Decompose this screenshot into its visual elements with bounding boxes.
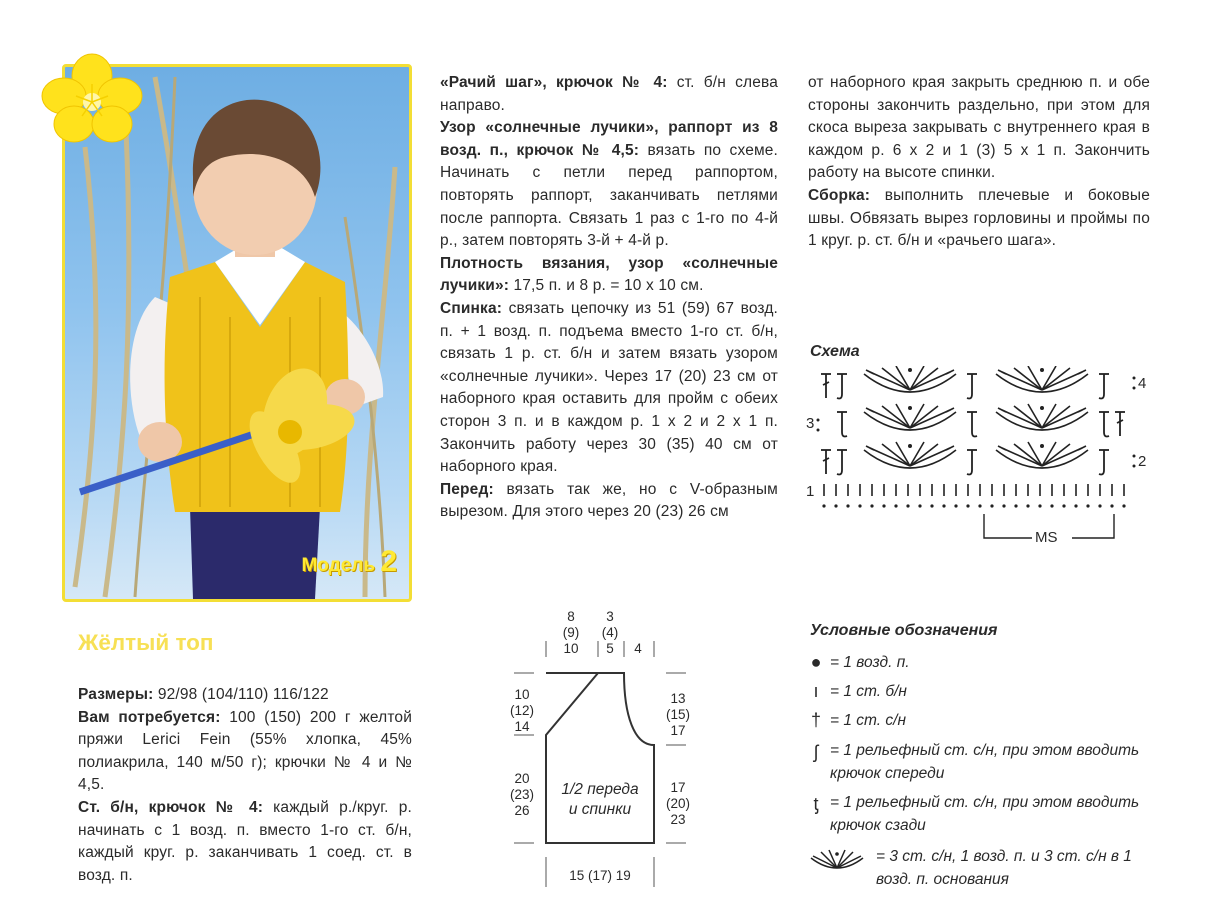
model-number: 2 [380, 545, 397, 578]
single-crochet-label: Ст. б/н, крючок № 4: [78, 798, 264, 816]
legend-text-chain: = 1 возд. п. [830, 654, 910, 671]
row-number-2: 2 [1138, 453, 1147, 470]
materials-paragraph [78, 707, 412, 797]
gauge-label: Плотность вязания, узор «солнечные лучики»: [440, 254, 778, 295]
materials-text: 100 (150) 200 г желтой пряжи Lerici Fein (55% хлопка, 45% полиакрила, 140 м/50 г); крючки № 4 и № 4,5. [78, 708, 412, 794]
top-dim-1-c: 10 [563, 641, 579, 656]
left-dim-1 [504, 687, 540, 735]
sun-rays-text: вязать по схеме. Начинать с петли перед раппортом, повторять раппорт, заканчивать петлями после раппорта. Связать 1 раз с 1-го по 4-й р., затем повторять 3-й + 4-й р. [440, 141, 778, 250]
back-text: связать цепочку из 51 (59) 67 возд. п. + 1 возд. п. подъема вместо 1-го ст. б/н, связать 1 р. ст. б/н и затем вязать узором «солнечные лучики». Через 17 (20) 23 см от наборного края оставить для пройм с обеих сторон 3 п. и в каждом р. 1 х 2 и 2 х 1 п. Закончить работу через 30 (35) 40 см от наборного края. [440, 299, 778, 476]
model-label [301, 545, 397, 579]
chart-row-3 [837, 404, 1125, 437]
bottom-dim: 15 (17) 19 [569, 868, 631, 883]
schema-title: Схема [810, 343, 860, 360]
single-crochet-text: каждый р./круг. р. начинать с 1 возд. п. вместо 1-го ст. б/н, каждый круг. р. заканчивать 1 соед. ст. в возд. п. [78, 798, 412, 884]
front-continued-text: от наборного края закрыть среднюю п. и обе стороны закончить раздельно, при этом для скоса выреза закрывать с внутреннего края в каждом р. 6 х 2 и 1 (3) 5 х 1 п. Закончить работу на высоте спинки. [808, 74, 1150, 182]
crab-stitch-paragraph [440, 72, 778, 117]
gauge-paragraph [440, 253, 778, 298]
gauge-text: 17,5 п. и 8 р. = 10 х 10 см. [509, 277, 704, 295]
right-dim-2-b: (20) [665, 796, 690, 811]
sun-rays-label: Узор «солнечные лучики», раппорт из 8 возд. п., крючок № 4,5: [440, 119, 778, 159]
right-dim-2-c: 23 [670, 812, 686, 827]
crochet-chart [804, 366, 1154, 546]
diagram-center-line-1: 1/2 переда [561, 781, 639, 798]
legend-text-back-post: = 1 рельефный ст. с/н, при этом вводить крючок сзади [830, 794, 1140, 834]
front-text: вязать так же, но с V-образным вырезом. Для этого через 20 (23) 26 см [440, 480, 778, 521]
back-paragraph [440, 298, 778, 479]
left-dim-2-c: 26 [514, 803, 530, 818]
chart-row-4 [821, 366, 1109, 399]
chain-dot-icon: ● [810, 652, 822, 672]
top-dim-2-b: (4) [601, 625, 619, 640]
front-paragraph [440, 479, 778, 524]
sun-rays-paragraph [440, 117, 778, 253]
model-photo [62, 64, 412, 602]
right-dim-1-a: 13 [670, 691, 686, 706]
sizes-paragraph [78, 684, 412, 707]
top-dim-1-b: (9) [562, 625, 580, 640]
right-dim-1-c: 17 [670, 723, 686, 738]
left-text-column [78, 684, 412, 887]
front-post-dc-icon: ʃ [814, 742, 818, 762]
top-dim-2-a: 3 [606, 609, 614, 624]
legend-text-double-crochet: = 1 ст. с/н [830, 712, 906, 729]
sizes-label: Размеры: [78, 686, 154, 703]
model-word: Модель [301, 555, 376, 576]
legend-text-single-crochet: = 1 ст. б/н [830, 683, 907, 700]
back-post-dc-icon: ƫ [813, 794, 819, 814]
pattern-shape-diagram [500, 605, 700, 895]
front-continued-paragraph [808, 72, 1150, 185]
left-dim-2 [504, 771, 540, 819]
left-dim-1-a: 10 [514, 687, 530, 702]
diagram-center-label [552, 780, 648, 820]
chart-row-1 [824, 484, 1124, 496]
top-dim-3: 4 [634, 641, 642, 656]
middle-text-column [440, 72, 778, 524]
front-label: Перед: [440, 480, 494, 498]
right-text-column [808, 72, 1150, 253]
chain-row [822, 504, 1125, 507]
assembly-text: выполнить плечевые и боковые швы. Обвязать вырез горловины и проймы по 1 круг. р. ст. б/н и «рачьего шага». [808, 186, 1150, 250]
top-dim-1-a: 8 [567, 609, 575, 624]
left-dim-2-b: (23) [509, 787, 534, 802]
left-dim-2-a: 20 [514, 771, 530, 786]
right-dim-2-a: 17 [670, 780, 686, 795]
row-number-1: 1 [806, 483, 815, 500]
sizes-text: 92/98 (104/110) 116/122 [153, 686, 329, 703]
crab-stitch-text: ст. б/н слева направо. [440, 74, 778, 114]
row-number-4: 4 [1138, 375, 1147, 392]
crochet-chart-symbols [804, 366, 1154, 546]
flower-icon [40, 52, 144, 144]
single-crochet-icon: ı [813, 681, 819, 701]
fan-icon [808, 846, 866, 872]
double-crochet-icon: † [810, 710, 821, 730]
top-dim-2 [596, 609, 624, 657]
repeat-label: MS [1035, 529, 1058, 546]
top-dim-2-c: 5 [606, 641, 614, 656]
top-dim-1 [557, 609, 585, 657]
child-photo-illustration [65, 67, 409, 599]
left-dim-1-b: (12) [509, 703, 534, 718]
right-dim-1-b: (15) [665, 707, 690, 722]
chart-row-2 [821, 442, 1109, 475]
crab-stitch-label: «Рачий шаг», крючок № 4: [440, 74, 668, 91]
left-dim-1-c: 14 [514, 719, 530, 734]
pattern-title: Жёлтый топ [78, 630, 214, 655]
single-crochet-paragraph [78, 797, 412, 887]
legend-title: Условные обозначения [810, 622, 998, 639]
assembly-label: Сборка: [808, 186, 871, 204]
legend-text-fan: = 3 ст. с/н, 1 возд. п. и 3 ст. с/н в 1 возд. п. основания [876, 848, 1132, 888]
materials-label: Вам потребуется: [78, 708, 221, 726]
back-label: Спинка: [440, 299, 503, 317]
legend-text-front-post: = 1 рельефный ст. с/н, при этом вводить крючок спереди [830, 742, 1140, 782]
right-dim-1 [660, 691, 696, 739]
assembly-paragraph [808, 185, 1150, 253]
right-dim-2 [660, 780, 696, 828]
row-number-3: 3 [806, 415, 815, 432]
diagram-center-line-2: и спинки [568, 801, 632, 818]
